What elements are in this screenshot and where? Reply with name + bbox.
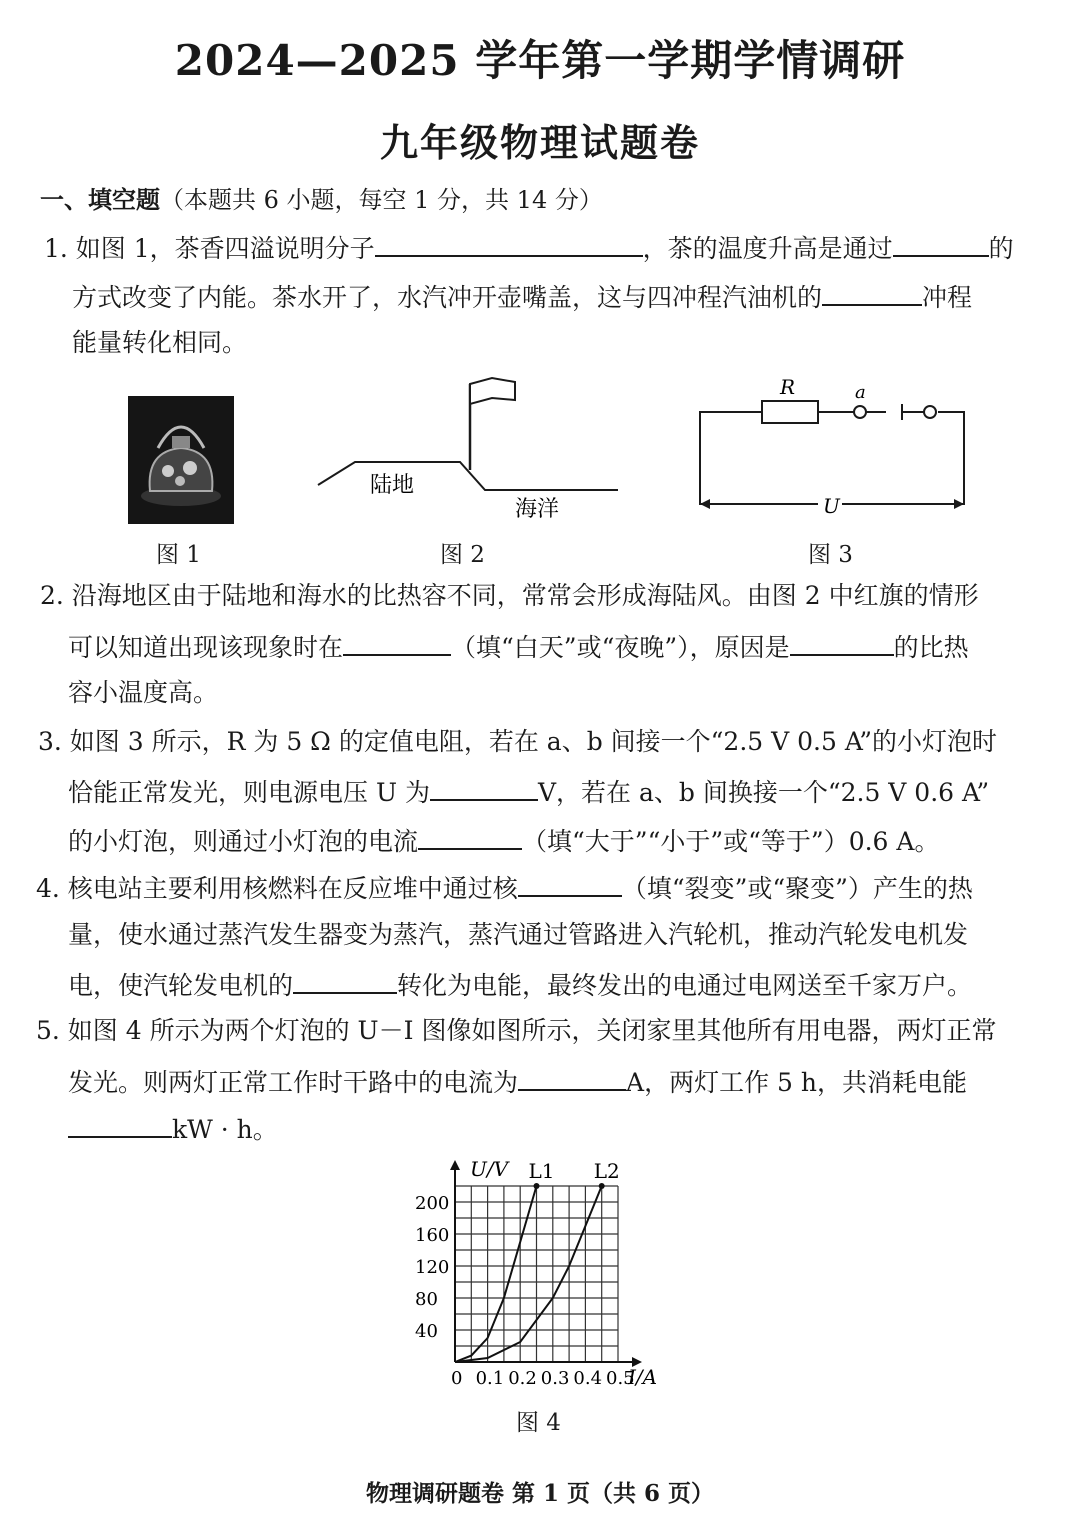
terminal-a-label: a <box>855 382 866 403</box>
figure-1-photo <box>128 396 234 524</box>
figure-3-circuit <box>690 372 980 522</box>
q2-text-c: 的比热 <box>893 633 969 662</box>
q4-line3 <box>68 970 972 998</box>
figure-4-chart <box>400 1150 680 1400</box>
q3-text-c: 的小灯泡，则通过小灯泡的电流 <box>68 827 419 856</box>
page-title: 2024—2025 学年第一学期学情调研 <box>174 36 906 85</box>
q3-line2 <box>68 777 989 805</box>
sea-label: 海洋 <box>515 497 560 522</box>
q2-text-a: 可以知道出现该现象时在 <box>68 633 344 662</box>
figure-3-caption: 图 3 <box>808 542 853 568</box>
q3-text-d: （填“大于”“小于”或“等于”）0.6 A。 <box>522 827 940 856</box>
terminal-a-icon <box>854 406 866 418</box>
q5-text-c: kW · h。 <box>172 1115 278 1144</box>
section-note: （本题共 6 小题，每空 1 分，共 14 分） <box>160 186 603 214</box>
answer-blank[interactable] <box>375 233 643 257</box>
y-axis-label: U/V <box>470 1157 509 1181</box>
chart-axes <box>450 1160 642 1367</box>
q4-text-b: （填“裂变”或“聚变”）产生的热 <box>621 874 973 903</box>
x-tick-label: 0.1 <box>475 1368 505 1389</box>
x-tick-label: 0.4 <box>573 1368 603 1389</box>
series-label-l1: L1 <box>528 1159 555 1183</box>
answer-blank[interactable] <box>343 632 451 656</box>
figure-2-diagram <box>310 370 630 530</box>
answer-blank[interactable] <box>518 1067 626 1091</box>
chart-grid <box>455 1186 618 1362</box>
x-tick-label: 0.5 <box>606 1368 635 1389</box>
answer-blank[interactable] <box>893 233 989 257</box>
figure-1-caption: 图 1 <box>156 542 201 568</box>
q1-text-e: 冲程 <box>922 283 973 312</box>
y-tick-label: 160 <box>415 1225 450 1246</box>
q3-line1: 3. 如图 3 所示，R 为 5 Ω 的定值电阻，若在 a、b 间接一个“2.5 V 0.5 A”的小灯泡时 <box>38 727 997 756</box>
q4-text-c: 电，使汽轮发电机的 <box>68 971 294 1000</box>
figure-2-caption: 图 2 <box>440 542 485 568</box>
answer-blank[interactable] <box>293 970 397 994</box>
q5-line3 <box>68 1114 278 1142</box>
y-arrow-icon <box>450 1160 460 1170</box>
x-tick-label: 0.3 <box>540 1368 570 1389</box>
answer-blank[interactable] <box>418 826 522 850</box>
q1-text-d: 方式改变了内能。茶水开了，水汽冲开壶嘴盖，这与四冲程汽油机的 <box>72 283 823 312</box>
series-label-l2: L2 <box>593 1159 620 1183</box>
figure-4-caption: 图 4 <box>516 1410 561 1436</box>
page-subtitle: 九年级物理试题卷 <box>379 120 700 165</box>
q4-text-a: 4. 核电站主要利用核燃料在反应堆中通过核 <box>36 874 518 903</box>
q3-text-b: V，若在 a、b 间换接一个“2.5 V 0.6 A” <box>537 778 990 807</box>
q5-text-b: A，两灯工作 5 h，共消耗电能 <box>626 1068 967 1097</box>
q1-line1 <box>44 233 1014 261</box>
voltage-label: U <box>823 494 840 518</box>
q1-text-c: 的 <box>988 234 1014 263</box>
answer-blank[interactable] <box>790 632 894 656</box>
answer-blank[interactable] <box>430 777 538 801</box>
q1-line2 <box>72 282 972 310</box>
section-label: 一、填空题 <box>40 185 160 214</box>
land-label: 陆地 <box>370 473 415 498</box>
chart-series <box>455 1159 620 1362</box>
q2-line2 <box>68 632 969 660</box>
q1-line3: 能量转化相同。 <box>72 328 248 357</box>
y-tick-label: 120 <box>415 1257 450 1278</box>
resistor-icon <box>762 401 818 423</box>
resistor-label: R <box>780 375 796 399</box>
q5-line1: 5. 如图 4 所示为两个灯泡的 U－I 图像如图所示，关闭家里其他所有用电器，两灯正常 <box>36 1016 997 1045</box>
answer-blank[interactable] <box>518 873 622 897</box>
q2-line3: 容小温度高。 <box>68 678 219 707</box>
terminal-b-icon <box>924 406 936 418</box>
x-tick-label: 0 <box>451 1368 463 1389</box>
y-tick-label: 80 <box>415 1289 438 1310</box>
q2-line1: 2. 沿海地区由于陆地和海水的比热容不同，常常会形成海陆风。由图 2 中红旗的情形 <box>40 581 979 610</box>
y-tick-label: 40 <box>415 1321 438 1342</box>
q1-text-b: ，茶的温度升高是通过 <box>642 234 893 263</box>
q5-line2 <box>68 1067 967 1095</box>
section-heading <box>40 180 603 215</box>
series-end-point <box>534 1183 540 1189</box>
answer-blank[interactable] <box>822 282 922 306</box>
coastline <box>318 462 618 490</box>
series-end-point <box>599 1183 605 1189</box>
q3-line3 <box>68 826 939 854</box>
x-tick-label: 0.2 <box>508 1368 537 1389</box>
q5-text-a: 发光。则两灯正常工作时干路中的电流为 <box>68 1068 519 1097</box>
answer-blank[interactable] <box>68 1114 172 1138</box>
page-footer: 物理调研题卷 第 1 页（共 6 页） <box>365 1480 715 1507</box>
q4-line1 <box>36 873 973 901</box>
flag-icon <box>470 378 515 404</box>
kettle-icon <box>128 396 234 524</box>
q1-text-a: 1. 如图 1，茶香四溢说明分子 <box>44 234 375 263</box>
q4-text-d: 转化为电能，最终发出的电通过电网送至千家万户。 <box>397 971 973 1000</box>
q4-line2: 量，使水通过蒸汽发生器变为蒸汽，蒸汽通过管路进入汽轮机，推动汽轮发电机发 <box>68 920 969 949</box>
q3-text-a: 恰能正常发光，则电源电压 U 为 <box>68 778 430 807</box>
q2-text-b: （填“白天”或“夜晚”），原因是 <box>451 633 790 662</box>
y-tick-label: 200 <box>415 1193 450 1214</box>
x-axis-label: I/A <box>628 1365 658 1389</box>
